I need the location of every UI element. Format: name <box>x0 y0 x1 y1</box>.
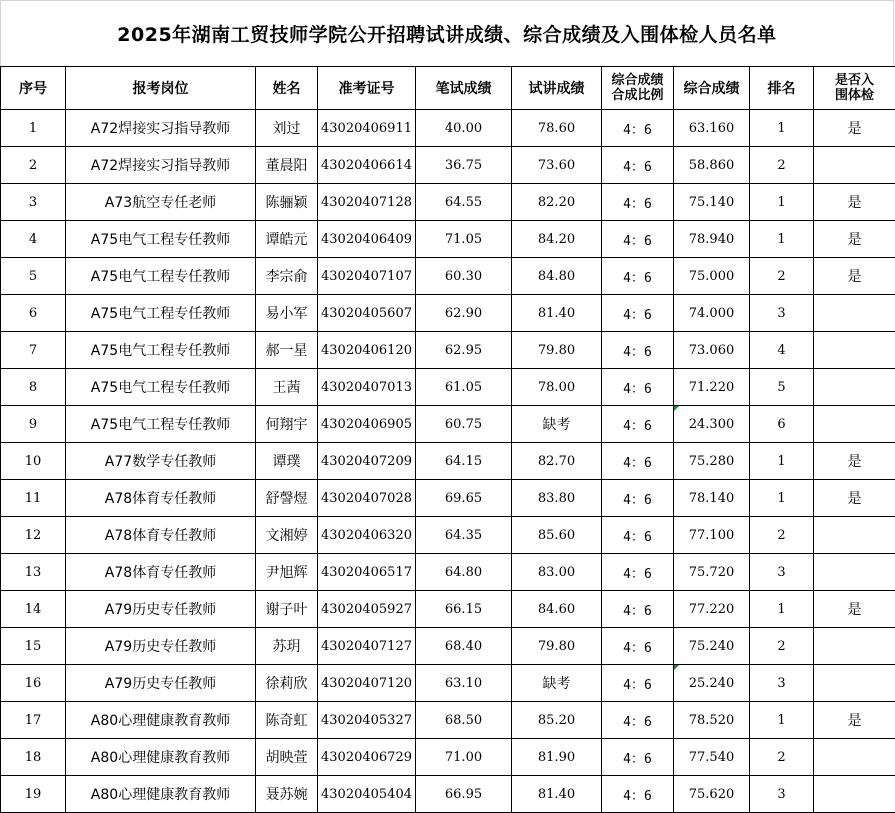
cell-written[interactable]: 64.15 <box>416 443 512 480</box>
cell-lecture[interactable]: 83.80 <box>512 480 602 517</box>
cell-written[interactable]: 71.00 <box>416 739 512 776</box>
cell-total[interactable]: 58.860 <box>674 147 750 184</box>
cell-lecture[interactable]: 83.00 <box>512 554 602 591</box>
cell-ticket[interactable]: 43020407107 <box>318 258 416 295</box>
cell-seq[interactable]: 18 <box>1 739 66 776</box>
header-lecture[interactable]: 试讲成绩 <box>512 67 602 110</box>
cell-written[interactable]: 63.10 <box>416 665 512 702</box>
cell-name[interactable]: 刘过 <box>256 110 318 147</box>
cell-post[interactable]: A80心理健康教育教师 <box>66 739 256 776</box>
cell-written[interactable]: 66.95 <box>416 776 512 813</box>
table-row <box>1 554 895 591</box>
cell-seq[interactable]: 16 <box>1 665 66 702</box>
cell-ticket[interactable]: 43020405404 <box>318 776 416 813</box>
cell-exam[interactable] <box>814 739 895 776</box>
cell-ratio[interactable]: 4：6 <box>602 110 674 147</box>
table-row <box>1 406 895 443</box>
cell-lecture[interactable]: 84.20 <box>512 221 602 258</box>
cell-ticket[interactable]: 43020406409 <box>318 221 416 258</box>
cell-seq[interactable]: 7 <box>1 332 66 369</box>
header-ratio-line1: 综合成绩 <box>602 73 673 88</box>
cell-total[interactable]: 73.060 <box>674 332 750 369</box>
cell-name[interactable]: 尹旭辉 <box>256 554 318 591</box>
cell-written[interactable]: 36.75 <box>416 147 512 184</box>
cell-name[interactable]: 胡映萱 <box>256 739 318 776</box>
cell-ratio[interactable]: 4：6 <box>602 443 674 480</box>
cell-total[interactable]: 25.240 <box>674 665 750 702</box>
cell-ticket[interactable]: 43020406911 <box>318 110 416 147</box>
cell-ticket[interactable]: 43020406517 <box>318 554 416 591</box>
cell-lecture[interactable]: 81.40 <box>512 776 602 813</box>
cell-written[interactable]: 61.05 <box>416 369 512 406</box>
cell-name[interactable]: 谢子叶 <box>256 591 318 628</box>
cell-rank[interactable]: 1 <box>750 221 814 258</box>
table-row <box>1 184 895 221</box>
cell-lecture[interactable]: 84.80 <box>512 258 602 295</box>
table-row <box>1 110 895 147</box>
cell-exam[interactable] <box>814 369 895 406</box>
cell-ticket[interactable]: 43020407028 <box>318 480 416 517</box>
cell-seq[interactable]: 5 <box>1 258 66 295</box>
cell-ticket[interactable]: 43020406905 <box>318 406 416 443</box>
cell-lecture[interactable]: 82.70 <box>512 443 602 480</box>
cell-seq[interactable]: 3 <box>1 184 66 221</box>
cell-seq[interactable]: 14 <box>1 591 66 628</box>
cell-ticket[interactable]: 43020407127 <box>318 628 416 665</box>
cell-total[interactable]: 63.160 <box>674 110 750 147</box>
cell-ratio[interactable]: 4：6 <box>602 665 674 702</box>
cell-ratio[interactable]: 4：6 <box>602 628 674 665</box>
cell-name[interactable]: 陈骊颖 <box>256 184 318 221</box>
cell-exam[interactable] <box>814 628 895 665</box>
cell-ticket[interactable]: 43020406614 <box>318 147 416 184</box>
table-row <box>1 591 895 628</box>
header-ratio-line2: 合成比例 <box>602 88 673 103</box>
cell-seq[interactable]: 9 <box>1 406 66 443</box>
cell-name[interactable]: 徐莉欣 <box>256 665 318 702</box>
cell-written[interactable]: 62.95 <box>416 332 512 369</box>
cell-rank[interactable]: 2 <box>750 739 814 776</box>
cell-total[interactable]: 77.540 <box>674 739 750 776</box>
cell-name[interactable]: 王茜 <box>256 369 318 406</box>
cell-name[interactable]: 董晨阳 <box>256 147 318 184</box>
cell-rank[interactable]: 5 <box>750 369 814 406</box>
cell-name[interactable]: 苏玥 <box>256 628 318 665</box>
cell-post[interactable]: A79历史专任教师 <box>66 628 256 665</box>
cell-name[interactable]: 易小军 <box>256 295 318 332</box>
cell-name[interactable]: 陈奇虹 <box>256 702 318 739</box>
cell-ticket[interactable]: 43020407120 <box>318 665 416 702</box>
cell-seq[interactable]: 19 <box>1 776 66 813</box>
cell-total[interactable]: 77.220 <box>674 591 750 628</box>
cell-rank[interactable]: 3 <box>750 665 814 702</box>
cell-exam[interactable]: 是 <box>814 110 895 147</box>
cell-ratio[interactable]: 4：6 <box>602 702 674 739</box>
table-row <box>1 295 895 332</box>
header-exam[interactable] <box>814 67 895 110</box>
cell-post[interactable]: A79历史专任教师 <box>66 665 256 702</box>
cell-total[interactable]: 74.000 <box>674 295 750 332</box>
cell-rank[interactable]: 3 <box>750 295 814 332</box>
cell-exam[interactable] <box>814 406 895 443</box>
header-rank[interactable]: 排名 <box>750 67 814 110</box>
header-total[interactable]: 综合成绩 <box>674 67 750 110</box>
cell-exam[interactable]: 是 <box>814 591 895 628</box>
cell-ratio[interactable]: 4：6 <box>602 739 674 776</box>
cell-post[interactable]: A78体育专任教师 <box>66 517 256 554</box>
cell-total[interactable]: 24.300 <box>674 406 750 443</box>
header-row <box>1 67 895 110</box>
cell-post[interactable]: A75电气工程专任教师 <box>66 221 256 258</box>
cell-rank[interactable]: 3 <box>750 776 814 813</box>
cell-lecture[interactable]: 79.80 <box>512 628 602 665</box>
cell-total[interactable]: 75.000 <box>674 258 750 295</box>
cell-rank[interactable]: 1 <box>750 480 814 517</box>
cell-exam[interactable] <box>814 554 895 591</box>
cell-written[interactable]: 60.30 <box>416 258 512 295</box>
cell-lecture[interactable]: 85.60 <box>512 517 602 554</box>
cell-exam[interactable]: 是 <box>814 480 895 517</box>
cell-total[interactable]: 78.140 <box>674 480 750 517</box>
cell-rank[interactable]: 1 <box>750 443 814 480</box>
cell-lecture[interactable]: 73.60 <box>512 147 602 184</box>
cell-exam[interactable]: 是 <box>814 702 895 739</box>
cell-post[interactable]: A77数学专任教师 <box>66 443 256 480</box>
cell-total[interactable]: 75.620 <box>674 776 750 813</box>
cell-total[interactable]: 71.220 <box>674 369 750 406</box>
table-row <box>1 147 895 184</box>
cell-post[interactable]: A79历史专任教师 <box>66 591 256 628</box>
cell-total[interactable]: 78.940 <box>674 221 750 258</box>
table-row <box>1 332 895 369</box>
cell-post[interactable]: A72焊接实习指导教师 <box>66 110 256 147</box>
cell-ratio[interactable]: 4：6 <box>602 406 674 443</box>
cell-total[interactable]: 77.100 <box>674 517 750 554</box>
cell-post[interactable]: A80心理健康教育教师 <box>66 702 256 739</box>
cell-ratio[interactable]: 4：6 <box>602 591 674 628</box>
cell-ratio[interactable]: 4：6 <box>602 332 674 369</box>
cell-seq[interactable]: 17 <box>1 702 66 739</box>
table-row <box>1 258 895 295</box>
cell-post[interactable]: A75电气工程专任教师 <box>66 258 256 295</box>
cell-written[interactable]: 64.35 <box>416 517 512 554</box>
table-row <box>1 443 895 480</box>
cell-rank[interactable]: 2 <box>750 628 814 665</box>
cell-seq[interactable]: 12 <box>1 517 66 554</box>
cell-total[interactable]: 75.140 <box>674 184 750 221</box>
cell-ratio[interactable]: 4：6 <box>602 480 674 517</box>
cell-lecture[interactable]: 82.20 <box>512 184 602 221</box>
cell-ticket[interactable]: 43020407128 <box>318 184 416 221</box>
cell-seq[interactable]: 13 <box>1 554 66 591</box>
cell-rank[interactable]: 4 <box>750 332 814 369</box>
cell-written[interactable]: 62.90 <box>416 295 512 332</box>
cell-ticket[interactable]: 43020405927 <box>318 591 416 628</box>
cell-lecture[interactable]: 78.60 <box>512 110 602 147</box>
cell-seq[interactable]: 11 <box>1 480 66 517</box>
cell-exam[interactable]: 是 <box>814 184 895 221</box>
cell-lecture[interactable]: 81.40 <box>512 295 602 332</box>
cell-rank[interactable]: 2 <box>750 147 814 184</box>
cell-post[interactable]: A75电气工程专任教师 <box>66 369 256 406</box>
cell-name[interactable]: 谭皓元 <box>256 221 318 258</box>
cell-exam[interactable]: 是 <box>814 221 895 258</box>
cell-written[interactable]: 71.05 <box>416 221 512 258</box>
cell-ticket[interactable]: 43020405327 <box>318 702 416 739</box>
cell-written[interactable]: 40.00 <box>416 110 512 147</box>
header-written[interactable]: 笔试成绩 <box>416 67 512 110</box>
cell-ticket[interactable]: 43020406120 <box>318 332 416 369</box>
cell-exam[interactable] <box>814 776 895 813</box>
table-row <box>1 628 895 665</box>
cell-lecture[interactable]: 78.00 <box>512 369 602 406</box>
cell-ratio[interactable]: 4：6 <box>602 517 674 554</box>
cell-total[interactable]: 75.240 <box>674 628 750 665</box>
cell-post[interactable]: A78体育专任教师 <box>66 554 256 591</box>
cell-ratio[interactable]: 4：6 <box>602 776 674 813</box>
header-ticket[interactable]: 准考证号 <box>318 67 416 110</box>
cell-written[interactable]: 68.50 <box>416 702 512 739</box>
cell-post[interactable]: A72焊接实习指导教师 <box>66 147 256 184</box>
table-row <box>1 665 895 702</box>
cell-exam[interactable] <box>814 517 895 554</box>
cell-ratio[interactable]: 4：6 <box>602 147 674 184</box>
cell-total[interactable]: 75.720 <box>674 554 750 591</box>
cell-exam[interactable]: 是 <box>814 443 895 480</box>
cell-post[interactable]: A80心理健康教育教师 <box>66 776 256 813</box>
cell-exam[interactable] <box>814 147 895 184</box>
cell-seq[interactable]: 8 <box>1 369 66 406</box>
cell-lecture[interactable]: 79.80 <box>512 332 602 369</box>
cell-ratio[interactable]: 4：6 <box>602 554 674 591</box>
cell-lecture[interactable]: 85.20 <box>512 702 602 739</box>
cell-rank[interactable]: 1 <box>750 702 814 739</box>
cell-exam[interactable]: 是 <box>814 258 895 295</box>
header-post[interactable]: 报考岗位 <box>66 67 256 110</box>
cell-written[interactable]: 68.40 <box>416 628 512 665</box>
cell-seq[interactable]: 6 <box>1 295 66 332</box>
cell-name[interactable]: 谭璞 <box>256 443 318 480</box>
cell-lecture[interactable]: 缺考 <box>512 406 602 443</box>
cell-seq[interactable]: 1 <box>1 110 66 147</box>
table-row <box>1 776 895 813</box>
header-ratio[interactable] <box>602 67 674 110</box>
header-exam-line2: 围体检 <box>814 88 895 103</box>
cell-name[interactable]: 文湘婷 <box>256 517 318 554</box>
cell-ratio[interactable]: 4：6 <box>602 369 674 406</box>
cell-exam[interactable] <box>814 332 895 369</box>
cell-ratio[interactable]: 4：6 <box>602 221 674 258</box>
cell-exam[interactable] <box>814 295 895 332</box>
cell-name[interactable]: 舒謦煜 <box>256 480 318 517</box>
cell-lecture[interactable]: 84.60 <box>512 591 602 628</box>
cell-ticket[interactable]: 43020407013 <box>318 369 416 406</box>
cell-ratio[interactable]: 4：6 <box>602 258 674 295</box>
cell-post[interactable]: A75电气工程专任教师 <box>66 295 256 332</box>
cell-total[interactable]: 75.280 <box>674 443 750 480</box>
results-table <box>0 66 895 813</box>
sheet-title[interactable]: 2025年湖南工贸技师学院公开招聘试讲成绩、综合成绩及入围体检人员名单 <box>0 0 894 66</box>
cell-rank[interactable]: 1 <box>750 110 814 147</box>
cell-name[interactable]: 郝一星 <box>256 332 318 369</box>
cell-rank[interactable]: 3 <box>750 554 814 591</box>
cell-ratio[interactable]: 4：6 <box>602 295 674 332</box>
cell-total[interactable]: 78.520 <box>674 702 750 739</box>
cell-name[interactable]: 何翔宇 <box>256 406 318 443</box>
table-row <box>1 517 895 554</box>
cell-seq[interactable]: 15 <box>1 628 66 665</box>
header-name[interactable]: 姓名 <box>256 67 318 110</box>
cell-ratio[interactable]: 4：6 <box>602 184 674 221</box>
cell-rank[interactable]: 2 <box>750 517 814 554</box>
cell-rank[interactable]: 2 <box>750 258 814 295</box>
header-exam-line1: 是否入 <box>814 73 895 88</box>
cell-rank[interactable]: 1 <box>750 184 814 221</box>
cell-seq[interactable]: 2 <box>1 147 66 184</box>
cell-written[interactable]: 64.80 <box>416 554 512 591</box>
cell-ticket[interactable]: 43020406320 <box>318 517 416 554</box>
header-seq[interactable]: 序号 <box>1 67 66 110</box>
cell-lecture[interactable]: 81.90 <box>512 739 602 776</box>
cell-written[interactable]: 69.65 <box>416 480 512 517</box>
table-row <box>1 739 895 776</box>
cell-post[interactable]: A75电气工程专任教师 <box>66 332 256 369</box>
cell-seq[interactable]: 10 <box>1 443 66 480</box>
table-row <box>1 480 895 517</box>
cell-written[interactable]: 66.15 <box>416 591 512 628</box>
cell-ticket[interactable]: 43020407209 <box>318 443 416 480</box>
cell-name[interactable]: 聂苏婉 <box>256 776 318 813</box>
cell-seq[interactable]: 4 <box>1 221 66 258</box>
cell-ticket[interactable]: 43020406729 <box>318 739 416 776</box>
table-row <box>1 221 895 258</box>
table-body <box>1 110 895 813</box>
cell-lecture[interactable]: 缺考 <box>512 665 602 702</box>
cell-written[interactable]: 64.55 <box>416 184 512 221</box>
cell-post[interactable]: A73航空专任老师 <box>66 184 256 221</box>
table-row <box>1 702 895 739</box>
cell-name[interactable]: 李宗俞 <box>256 258 318 295</box>
cell-post[interactable]: A78体育专任教师 <box>66 480 256 517</box>
cell-ticket[interactable]: 43020405607 <box>318 295 416 332</box>
cell-written[interactable]: 60.75 <box>416 406 512 443</box>
cell-rank[interactable]: 1 <box>750 591 814 628</box>
cell-exam[interactable] <box>814 665 895 702</box>
table-row <box>1 369 895 406</box>
cell-post[interactable]: A75电气工程专任教师 <box>66 406 256 443</box>
cell-rank[interactable]: 6 <box>750 406 814 443</box>
